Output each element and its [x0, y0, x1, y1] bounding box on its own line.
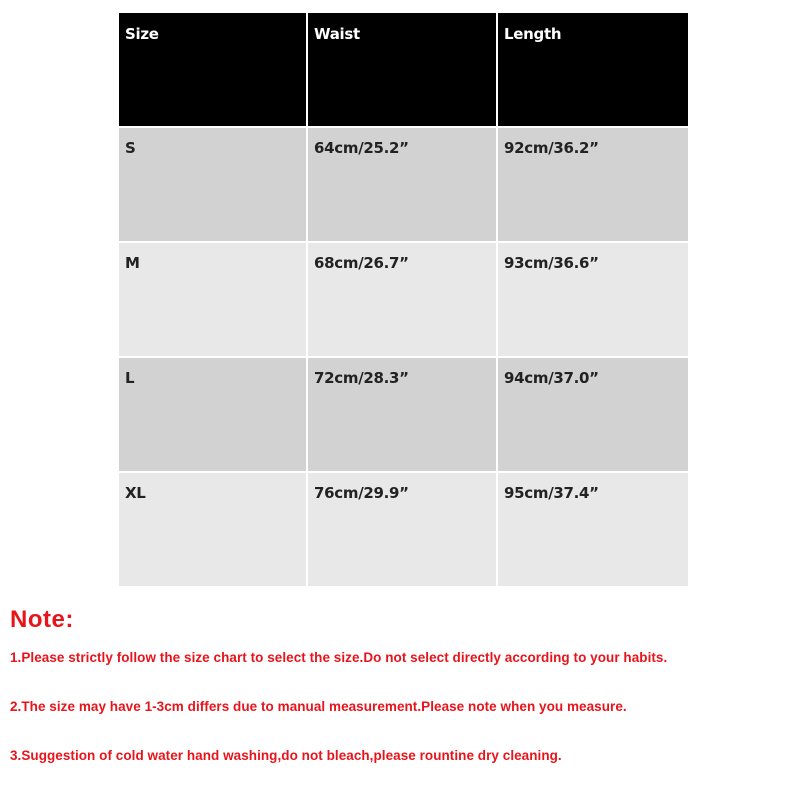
note-line-2: 2.The size may have 1-3cm differs due to manual measurement.Please note when you measure.	[10, 699, 627, 714]
size-cell: L	[119, 357, 307, 472]
table-row	[119, 242, 688, 357]
table-row	[119, 472, 688, 587]
header-length: Length	[497, 13, 688, 127]
size-cell: XL	[119, 472, 307, 587]
waist-cell: 72cm/28.3”	[307, 357, 497, 472]
waist-cell: 64cm/25.2”	[307, 127, 497, 242]
length-cell: 92cm/36.2”	[497, 127, 688, 242]
waist-cell: 76cm/29.9”	[307, 472, 497, 587]
header-size: Size	[119, 13, 307, 127]
length-cell: 95cm/37.4”	[497, 472, 688, 587]
waist-cell: 68cm/26.7”	[307, 242, 497, 357]
length-cell: 93cm/36.6”	[497, 242, 688, 357]
header-waist: Waist	[307, 13, 497, 127]
size-cell: S	[119, 127, 307, 242]
note-line-3: 3.Suggestion of cold water hand washing,do not bleach,please rountine dry cleaning.	[10, 748, 562, 763]
note-title: Note:	[10, 606, 74, 633]
note-line-1: 1.Please strictly follow the size chart to select the size.Do not select directly according to your habits.	[10, 650, 668, 665]
table-header-row	[119, 13, 688, 127]
size-cell: M	[119, 242, 307, 357]
table-row	[119, 127, 688, 242]
length-cell: 94cm/37.0”	[497, 357, 688, 472]
table-row	[119, 357, 688, 472]
size-chart-table	[119, 13, 688, 588]
